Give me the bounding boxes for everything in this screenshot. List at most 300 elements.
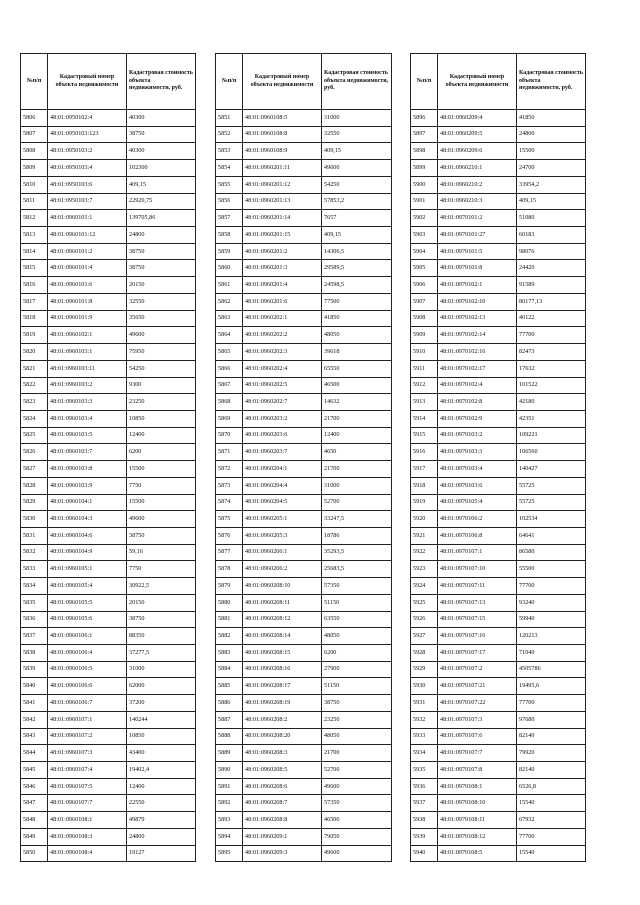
table-body bbox=[21, 110, 196, 862]
cell-cadastral-number: 48:01:0970107:22 bbox=[438, 695, 517, 712]
table-body bbox=[216, 110, 392, 862]
cell-cadastral-number: 48:01:0960103:5 bbox=[48, 427, 127, 444]
cell-row-number: 5875 bbox=[216, 511, 243, 528]
cell-row-number: 5845 bbox=[21, 762, 48, 779]
cell-row-number: 5902 bbox=[411, 210, 438, 227]
cell-row-number: 5871 bbox=[216, 444, 243, 461]
cell-cadastral-value: 54250 bbox=[322, 176, 392, 193]
cell-row-number: 5886 bbox=[216, 695, 243, 712]
cell-row-number: 5933 bbox=[411, 728, 438, 745]
cell-row-number: 5938 bbox=[411, 812, 438, 829]
table-row bbox=[411, 160, 586, 177]
cell-cadastral-value: 21700 bbox=[322, 745, 392, 762]
cell-cadastral-number: 48:01:0960208:6 bbox=[243, 778, 322, 795]
cell-cadastral-number: 48:01:0960208:14 bbox=[243, 628, 322, 645]
cell-cadastral-number: 48:01:0960108:3 bbox=[48, 828, 127, 845]
cell-cadastral-value: 40300 bbox=[127, 110, 196, 127]
cell-cadastral-number: 48:01:0960210:3 bbox=[438, 193, 517, 210]
table-row bbox=[21, 227, 196, 244]
cell-cadastral-value: 38750 bbox=[127, 260, 196, 277]
cell-cadastral-number: 48:01:0960107:2 bbox=[48, 728, 127, 745]
table-row bbox=[21, 293, 196, 310]
column-header-cadastral-number: Кадастровый номер объекта недвижимости bbox=[48, 54, 127, 110]
table-row bbox=[411, 260, 586, 277]
cell-cadastral-value: 31000 bbox=[322, 477, 392, 494]
cell-row-number: 5824 bbox=[21, 410, 48, 427]
cell-cadastral-number: 48:01:0970107:16 bbox=[438, 628, 517, 645]
cell-cadastral-number: 48:01:0960108:5 bbox=[243, 110, 322, 127]
table-row bbox=[411, 611, 586, 628]
cell-cadastral-value: 120213 bbox=[517, 628, 586, 645]
column-header-cadastral-number: Кадастровый номер объекта недвижимости bbox=[243, 54, 322, 110]
cell-cadastral-number: 48:01:0970108:12 bbox=[438, 828, 517, 845]
table-row bbox=[216, 243, 392, 260]
cell-row-number: 5893 bbox=[216, 812, 243, 829]
cell-cadastral-number: 48:01:0960208:8 bbox=[243, 812, 322, 829]
cell-cadastral-value: 15500 bbox=[127, 461, 196, 478]
cell-row-number: 5892 bbox=[216, 795, 243, 812]
cell-cadastral-number: 48:01:0960209:4 bbox=[438, 110, 517, 127]
table-row bbox=[411, 210, 586, 227]
table-row bbox=[21, 210, 196, 227]
cell-row-number: 5899 bbox=[411, 160, 438, 177]
table-row bbox=[411, 795, 586, 812]
table-row bbox=[21, 344, 196, 361]
table-row bbox=[216, 611, 392, 628]
cell-cadastral-value: 35650 bbox=[127, 310, 196, 327]
cell-cadastral-number: 48:01:0950103:7 bbox=[48, 193, 127, 210]
cell-row-number: 5842 bbox=[21, 711, 48, 728]
cell-cadastral-value: 4505786 bbox=[517, 661, 586, 678]
table-row bbox=[411, 360, 586, 377]
cell-cadastral-value: 57350 bbox=[322, 578, 392, 595]
table-row bbox=[21, 277, 196, 294]
column-header-number: №п/п bbox=[411, 54, 438, 110]
cell-row-number: 5812 bbox=[21, 210, 48, 227]
cell-cadastral-number: 48:01:0970105:4 bbox=[438, 494, 517, 511]
cell-cadastral-number: 48:01:0970107:7 bbox=[438, 745, 517, 762]
cell-cadastral-value: 55725 bbox=[517, 477, 586, 494]
cell-cadastral-number: 48:01:0960210:2 bbox=[438, 176, 517, 193]
cell-cadastral-value: 82140 bbox=[517, 762, 586, 779]
cell-cadastral-value: 33954,2 bbox=[517, 176, 586, 193]
cell-row-number: 5872 bbox=[216, 461, 243, 478]
table-row bbox=[21, 461, 196, 478]
table-row bbox=[216, 427, 392, 444]
cell-cadastral-number: 48:01:0960105:6 bbox=[48, 611, 127, 628]
cell-cadastral-value: 63550 bbox=[322, 611, 392, 628]
cell-row-number: 5939 bbox=[411, 828, 438, 845]
cell-cadastral-value: 31000 bbox=[322, 110, 392, 127]
cell-cadastral-value: 75950 bbox=[127, 344, 196, 361]
cell-cadastral-value: 62000 bbox=[127, 678, 196, 695]
table-row bbox=[21, 812, 196, 829]
table-row bbox=[411, 695, 586, 712]
cell-cadastral-number: 48:01:0960103:7 bbox=[48, 444, 127, 461]
table-row bbox=[21, 427, 196, 444]
cell-row-number: 5823 bbox=[21, 394, 48, 411]
table-row bbox=[216, 778, 392, 795]
table-row bbox=[216, 110, 392, 127]
cell-cadastral-value: 29589,5 bbox=[322, 260, 392, 277]
cell-row-number: 5885 bbox=[216, 678, 243, 695]
cell-cadastral-value: 106560 bbox=[517, 444, 586, 461]
cell-row-number: 5937 bbox=[411, 795, 438, 812]
table-row bbox=[216, 461, 392, 478]
cell-row-number: 5927 bbox=[411, 628, 438, 645]
cell-row-number: 5860 bbox=[216, 260, 243, 277]
cell-row-number: 5863 bbox=[216, 310, 243, 327]
cell-cadastral-value: 102534 bbox=[517, 511, 586, 528]
table-row bbox=[21, 561, 196, 578]
cell-row-number: 5888 bbox=[216, 728, 243, 745]
table-row bbox=[21, 394, 196, 411]
cell-row-number: 5807 bbox=[21, 126, 48, 143]
cell-cadastral-value: 38750 bbox=[127, 243, 196, 260]
cell-row-number: 5864 bbox=[216, 327, 243, 344]
cell-cadastral-number: 48:01:0970107:10 bbox=[438, 561, 517, 578]
cell-cadastral-number: 48:01:0960208:2 bbox=[243, 711, 322, 728]
cell-row-number: 5838 bbox=[21, 645, 48, 662]
table-row bbox=[216, 828, 392, 845]
table-row bbox=[411, 444, 586, 461]
table-row bbox=[411, 110, 586, 127]
cell-cadastral-value: 31000 bbox=[127, 661, 196, 678]
table-row bbox=[21, 594, 196, 611]
cell-cadastral-value: 55500 bbox=[517, 561, 586, 578]
cell-cadastral-number: 48:01:0960103:11 bbox=[48, 360, 127, 377]
cell-cadastral-value: 6200 bbox=[127, 444, 196, 461]
cell-cadastral-value: 42351 bbox=[517, 410, 586, 427]
cell-cadastral-value: 49600 bbox=[127, 511, 196, 528]
table-row bbox=[216, 645, 392, 662]
cell-row-number: 5935 bbox=[411, 762, 438, 779]
cell-row-number: 5923 bbox=[411, 561, 438, 578]
cell-row-number: 5829 bbox=[21, 494, 48, 511]
cell-cadastral-number: 48:01:0970107:6 bbox=[438, 728, 517, 745]
table-row bbox=[21, 828, 196, 845]
cell-cadastral-value: 97680 bbox=[517, 711, 586, 728]
cell-cadastral-value: 409,15 bbox=[322, 227, 392, 244]
column-header-cadastral-number: Кадастровый номер объекта недвижимости bbox=[438, 54, 517, 110]
cell-cadastral-number: 48:01:0960208:15 bbox=[243, 645, 322, 662]
table-row bbox=[411, 176, 586, 193]
cell-row-number: 5911 bbox=[411, 360, 438, 377]
cell-cadastral-number: 48:01:0960201:14 bbox=[243, 210, 322, 227]
cell-cadastral-value: 93240 bbox=[517, 594, 586, 611]
cell-cadastral-value: 20150 bbox=[127, 277, 196, 294]
cell-cadastral-number: 48:01:0960107:3 bbox=[48, 745, 127, 762]
cell-cadastral-number: 48:01:0960103:8 bbox=[48, 461, 127, 478]
cell-cadastral-number: 48:01:0960204:4 bbox=[243, 477, 322, 494]
cell-row-number: 5867 bbox=[216, 377, 243, 394]
cell-cadastral-number: 48:01:0960103:1 bbox=[48, 344, 127, 361]
cell-cadastral-number: 48:01:0970101:8 bbox=[438, 260, 517, 277]
table-row bbox=[411, 461, 586, 478]
cell-cadastral-value: 33247,5 bbox=[322, 511, 392, 528]
cell-row-number: 5936 bbox=[411, 778, 438, 795]
table-row bbox=[216, 762, 392, 779]
cell-cadastral-value: 60183 bbox=[517, 227, 586, 244]
table-row bbox=[411, 427, 586, 444]
cell-cadastral-number: 48:01:0960201:3 bbox=[243, 260, 322, 277]
cell-cadastral-value: 21700 bbox=[322, 410, 392, 427]
table-row bbox=[216, 544, 392, 561]
cell-row-number: 5900 bbox=[411, 176, 438, 193]
cell-row-number: 5806 bbox=[21, 110, 48, 127]
cell-cadastral-value: 38750 bbox=[127, 126, 196, 143]
cell-row-number: 5890 bbox=[216, 762, 243, 779]
cell-row-number: 5839 bbox=[21, 661, 48, 678]
table-row bbox=[411, 477, 586, 494]
cell-row-number: 5859 bbox=[216, 243, 243, 260]
cell-row-number: 5929 bbox=[411, 661, 438, 678]
column-header-cadastral-value: Кадастровая стоимость объекта недвижимости, руб. bbox=[517, 54, 586, 110]
cadastral-table-3 bbox=[410, 53, 586, 862]
table-row bbox=[411, 327, 586, 344]
cell-cadastral-number: 48:01:0960108:1 bbox=[48, 812, 127, 829]
table-row bbox=[216, 444, 392, 461]
cell-cadastral-number: 48:01:0970108:11 bbox=[438, 812, 517, 829]
table-row bbox=[216, 193, 392, 210]
cell-cadastral-number: 48:01:0960203:2 bbox=[243, 410, 322, 427]
cell-cadastral-number: 48:01:0960105:1 bbox=[48, 561, 127, 578]
table-row bbox=[411, 645, 586, 662]
cadastral-table-1 bbox=[20, 53, 196, 862]
table-row bbox=[411, 511, 586, 528]
cell-row-number: 5844 bbox=[21, 745, 48, 762]
table-row bbox=[216, 310, 392, 327]
cell-cadastral-number: 48:01:0960104:3 bbox=[48, 511, 127, 528]
cell-cadastral-value: 7750 bbox=[127, 561, 196, 578]
cell-cadastral-number: 48:01:0960108:9 bbox=[243, 143, 322, 160]
cell-cadastral-number: 48:01:0970102:10 bbox=[438, 293, 517, 310]
cell-row-number: 5922 bbox=[411, 544, 438, 561]
cell-cadastral-number: 48:01:0960107:5 bbox=[48, 778, 127, 795]
cell-cadastral-value: 14632 bbox=[322, 394, 392, 411]
cell-cadastral-number: 48:01:0960208:20 bbox=[243, 728, 322, 745]
table-row bbox=[411, 828, 586, 845]
cell-row-number: 5897 bbox=[411, 126, 438, 143]
cell-row-number: 5925 bbox=[411, 594, 438, 611]
cell-row-number: 5841 bbox=[21, 695, 48, 712]
cell-cadastral-number: 48:01:0970102:9 bbox=[438, 410, 517, 427]
cell-row-number: 5876 bbox=[216, 527, 243, 544]
table-row bbox=[21, 360, 196, 377]
cell-cadastral-value: 102300 bbox=[127, 160, 196, 177]
cell-cadastral-value: 12400 bbox=[127, 778, 196, 795]
table-row bbox=[216, 277, 392, 294]
cell-row-number: 5853 bbox=[216, 143, 243, 160]
cell-cadastral-number: 48:01:0970107:13 bbox=[438, 594, 517, 611]
cell-row-number: 5865 bbox=[216, 344, 243, 361]
cell-cadastral-number: 48:01:0970107:21 bbox=[438, 678, 517, 695]
cell-row-number: 5932 bbox=[411, 711, 438, 728]
cell-cadastral-value: 77700 bbox=[517, 695, 586, 712]
cell-cadastral-number: 48:01:0950103:6 bbox=[48, 176, 127, 193]
cell-row-number: 5870 bbox=[216, 427, 243, 444]
table-row bbox=[216, 293, 392, 310]
cell-cadastral-value: 23250 bbox=[127, 394, 196, 411]
cell-cadastral-number: 48:01:0960201:13 bbox=[243, 193, 322, 210]
cell-cadastral-number: 48:01:0960202:1 bbox=[243, 310, 322, 327]
cell-cadastral-number: 48:01:0960203:7 bbox=[243, 444, 322, 461]
cell-cadastral-value: 37277,5 bbox=[127, 645, 196, 662]
cell-cadastral-number: 48:01:0960201:4 bbox=[243, 277, 322, 294]
cell-row-number: 5833 bbox=[21, 561, 48, 578]
cell-row-number: 5904 bbox=[411, 243, 438, 260]
cell-row-number: 5862 bbox=[216, 293, 243, 310]
table-row bbox=[216, 711, 392, 728]
cell-row-number: 5889 bbox=[216, 745, 243, 762]
table-row bbox=[216, 594, 392, 611]
cell-cadastral-number: 48:01:0960101:6 bbox=[48, 277, 127, 294]
cell-cadastral-value: 4650 bbox=[322, 444, 392, 461]
table-body bbox=[411, 110, 586, 862]
cell-cadastral-number: 48:01:0960104:9 bbox=[48, 544, 127, 561]
cell-row-number: 5850 bbox=[21, 845, 48, 862]
cell-cadastral-value: 24598,5 bbox=[322, 277, 392, 294]
cell-row-number: 5912 bbox=[411, 377, 438, 394]
cell-row-number: 5813 bbox=[21, 227, 48, 244]
table-row bbox=[411, 745, 586, 762]
table-row bbox=[216, 695, 392, 712]
cell-cadastral-value: 6200 bbox=[322, 645, 392, 662]
cell-row-number: 5836 bbox=[21, 611, 48, 628]
cell-cadastral-number: 48:01:0960201:12 bbox=[243, 176, 322, 193]
cell-row-number: 5926 bbox=[411, 611, 438, 628]
cell-cadastral-value: 140427 bbox=[517, 461, 586, 478]
cell-cadastral-number: 48:01:0960208:12 bbox=[243, 611, 322, 628]
table-row bbox=[21, 143, 196, 160]
cell-cadastral-value: 27900 bbox=[322, 661, 392, 678]
cell-row-number: 5903 bbox=[411, 227, 438, 244]
cell-cadastral-value: 43400 bbox=[127, 745, 196, 762]
cell-cadastral-value: 7657 bbox=[322, 210, 392, 227]
table-row bbox=[216, 511, 392, 528]
cell-cadastral-number: 48:01:0960103:4 bbox=[48, 410, 127, 427]
cell-row-number: 5840 bbox=[21, 678, 48, 695]
table-row bbox=[21, 511, 196, 528]
cell-cadastral-number: 48:01:0960101:4 bbox=[48, 260, 127, 277]
table-row bbox=[21, 711, 196, 728]
cell-cadastral-number: 48:01:0960202:2 bbox=[243, 327, 322, 344]
cell-row-number: 5934 bbox=[411, 745, 438, 762]
cell-cadastral-number: 48:01:0960208:16 bbox=[243, 661, 322, 678]
table-row bbox=[21, 745, 196, 762]
cell-row-number: 5913 bbox=[411, 394, 438, 411]
cell-cadastral-number: 48:01:0960106:4 bbox=[48, 645, 127, 662]
cell-cadastral-number: 48:01:0960209:3 bbox=[243, 845, 322, 862]
cell-cadastral-value: 409,15 bbox=[517, 193, 586, 210]
cell-cadastral-number: 48:01:0960208:19 bbox=[243, 695, 322, 712]
cell-row-number: 5910 bbox=[411, 344, 438, 361]
cell-cadastral-value: 49879 bbox=[127, 812, 196, 829]
cell-row-number: 5816 bbox=[21, 277, 48, 294]
table-row bbox=[411, 126, 586, 143]
table-row bbox=[411, 377, 586, 394]
cell-cadastral-value: 86580 bbox=[517, 544, 586, 561]
cell-cadastral-value: 65550 bbox=[322, 360, 392, 377]
cell-cadastral-value: 22920,75 bbox=[127, 193, 196, 210]
cell-cadastral-value: 21700 bbox=[322, 461, 392, 478]
cell-cadastral-number: 48:01:0960106:7 bbox=[48, 695, 127, 712]
table-row bbox=[21, 444, 196, 461]
cell-cadastral-value: 42180 bbox=[517, 394, 586, 411]
table-row bbox=[21, 527, 196, 544]
table-row bbox=[216, 561, 392, 578]
cell-cadastral-number: 48:01:0960107:1 bbox=[48, 711, 127, 728]
cell-cadastral-number: 48:01:0970102:17 bbox=[438, 360, 517, 377]
table-row bbox=[21, 795, 196, 812]
table-row bbox=[21, 243, 196, 260]
table-row bbox=[216, 410, 392, 427]
cell-row-number: 5815 bbox=[21, 260, 48, 277]
cell-cadastral-number: 48:01:0970103:3 bbox=[438, 444, 517, 461]
cell-row-number: 5835 bbox=[21, 594, 48, 611]
table-row bbox=[216, 578, 392, 595]
table-row bbox=[21, 661, 196, 678]
cell-cadastral-number: 48:01:0970108:1 bbox=[438, 778, 517, 795]
table-row bbox=[21, 176, 196, 193]
table-row bbox=[21, 193, 196, 210]
cell-cadastral-value: 38750 bbox=[127, 611, 196, 628]
table-row bbox=[21, 260, 196, 277]
cell-row-number: 5916 bbox=[411, 444, 438, 461]
cell-cadastral-number: 48:01:0960101:1 bbox=[48, 210, 127, 227]
table-row bbox=[411, 578, 586, 595]
table-row bbox=[21, 645, 196, 662]
table-row bbox=[411, 494, 586, 511]
cell-cadastral-number: 48:01:0960202:7 bbox=[243, 394, 322, 411]
cell-cadastral-number: 48:01:0950103:2 bbox=[48, 143, 127, 160]
cell-cadastral-value: 54250 bbox=[127, 360, 196, 377]
table-row bbox=[411, 227, 586, 244]
cell-cadastral-number: 48:01:0960202:5 bbox=[243, 377, 322, 394]
cell-row-number: 5831 bbox=[21, 527, 48, 544]
cell-cadastral-value: 409,15 bbox=[127, 176, 196, 193]
cell-cadastral-value: 19402,4 bbox=[127, 762, 196, 779]
cell-cadastral-number: 48:01:0970107:1 bbox=[438, 544, 517, 561]
cell-cadastral-number: 48:01:0970107:8 bbox=[438, 762, 517, 779]
cell-cadastral-value: 57853,2 bbox=[322, 193, 392, 210]
cell-cadastral-value: 88350 bbox=[127, 628, 196, 645]
table-row bbox=[216, 494, 392, 511]
table-row bbox=[411, 845, 586, 862]
cell-row-number: 5817 bbox=[21, 293, 48, 310]
cell-cadastral-value: 52700 bbox=[322, 762, 392, 779]
cell-cadastral-value: 48050 bbox=[322, 327, 392, 344]
cell-cadastral-number: 48:01:0970108:10 bbox=[438, 795, 517, 812]
cell-cadastral-number: 48:01:0960208:7 bbox=[243, 795, 322, 812]
table-row bbox=[216, 210, 392, 227]
cell-cadastral-value: 41850 bbox=[322, 310, 392, 327]
cell-cadastral-value: 64641 bbox=[517, 527, 586, 544]
table-row bbox=[411, 711, 586, 728]
cell-row-number: 5921 bbox=[411, 527, 438, 544]
table-row bbox=[216, 527, 392, 544]
cell-row-number: 5891 bbox=[216, 778, 243, 795]
cell-row-number: 5822 bbox=[21, 377, 48, 394]
cell-cadastral-number: 48:01:0960206:1 bbox=[243, 544, 322, 561]
cell-row-number: 5855 bbox=[216, 176, 243, 193]
cell-cadastral-value: 35293,5 bbox=[322, 544, 392, 561]
cell-cadastral-value: 12400 bbox=[322, 427, 392, 444]
cell-cadastral-number: 48:01:0960201:6 bbox=[243, 293, 322, 310]
column-header-number: №п/п bbox=[216, 54, 243, 110]
cell-cadastral-value: 7750 bbox=[127, 477, 196, 494]
table-row bbox=[411, 544, 586, 561]
